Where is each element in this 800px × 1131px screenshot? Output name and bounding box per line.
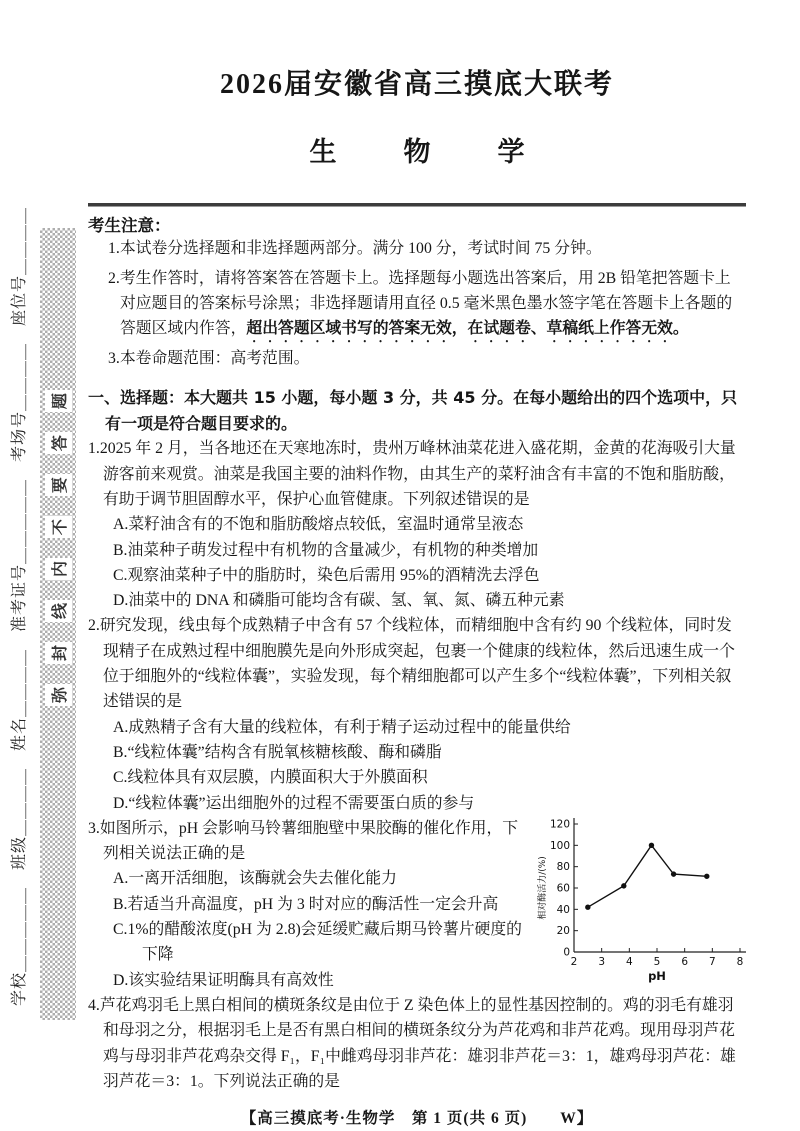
question-2-option-b: B.“线粒体囊”结构含有脱氧核糖核酸、酶和磷脂 (113, 743, 442, 761)
svg-text:pH: pH (648, 968, 666, 983)
svg-text:80: 80 (556, 861, 570, 874)
question-number: 2. (88, 617, 100, 635)
seal-char: 答 (45, 432, 72, 454)
header-divider (88, 203, 746, 207)
enzyme-chart-svg (536, 812, 748, 984)
question-text: 2025 年 2 月，当各地还在天寒地冻时，贵州万峰林油菜花进入盛花期，金黄的花海吸引大量游客前来观赏。油菜是我国主要的油料作物，由其生产的菜籽油含有丰富的不饱和脂肪酸，有助于调节胆固醇水平，保护心血管健康。下列叙述错误的是 (99, 440, 736, 508)
svg-text:40: 40 (556, 903, 570, 916)
question-3-option-a: A.一离开活细胞，该酶就会失去催化能力 (113, 870, 397, 888)
question-number: 3. (88, 819, 100, 837)
svg-text:2: 2 (570, 955, 578, 968)
notice-item-text: 本试卷分选择题和非选择题两部分。满分 100 分，考试时间 75 分钟。 (119, 240, 602, 257)
question-number: 4. (88, 996, 100, 1014)
enzyme-activity-chart (536, 812, 748, 984)
svg-text:4: 4 (625, 955, 633, 968)
question-2 (88, 613, 746, 815)
notice-item-emphasis: 超出答题区域书写的答案无效，在试题卷、草稿纸上作答无效。 (246, 320, 689, 338)
notice-item-number: 2. (108, 270, 120, 287)
question-number: 1. (88, 440, 100, 458)
svg-text:6: 6 (681, 955, 689, 968)
svg-text:8: 8 (736, 955, 744, 968)
svg-text:100: 100 (549, 839, 570, 852)
notice-heading: 考生注意： (88, 216, 171, 235)
question-2-option-d: D.“线粒体囊”运出细胞外的过程不需要蛋白质的参与 (113, 794, 475, 812)
notice-item-number: 3. (108, 350, 120, 368)
question-1-option-a: A.菜籽油含有的不饱和脂肪酸熔点较低，室温时通常呈液态 (113, 516, 524, 534)
question-text: 研究发现，线虫每个成熟精子中含有 57 个线粒体，而精细胞中含有约 90 个线粒体，同时发现精子在成熟过程中细胞膜先是向外形成突起，包裹一个健康的线粒体，然后迅速生成一个位于细胞外的“线粒体囊”，实验发现，每个精细胞都可以产生多个“线粒体囊”，下列相关叙述错误的是 (99, 617, 735, 711)
question-text: 如图所示，pH 会影响马铃薯细胞壁中果胶酶的催化作用，下列相关说法正确的是 (99, 819, 519, 863)
notice-item-2 (88, 266, 746, 346)
question-1-option-b: B.油菜种子萌发过程中有机物的含量减少，有机物的种类增加 (113, 541, 539, 559)
notice-item-number: 1. (108, 240, 120, 257)
seal-char: 线 (45, 600, 72, 622)
svg-text:5: 5 (653, 955, 661, 968)
seal-line-text (45, 390, 72, 706)
page-footer: 【高三摸底考·生物学 第 1 页(共 6 页) W】 (240, 1110, 594, 1128)
svg-text:0: 0 (563, 946, 570, 959)
question-3-option-c: C.1%的醋酸浓度(pH 为 2.8)会延缓贮藏后期马铃薯片硬度的下降 (113, 921, 522, 964)
notice-item-text: 考生作答时，请将答案答在答题卡上。选择题每小题选出答案后，用 2B 铅笔把答题卡上对应题目的答案标号涂黑；非选择题请用直径 0.5 毫米黑色墨水签字笔在答题卡上各题的答题区域内作答， (119, 270, 733, 338)
section-header-choice: 一、选择题：本大题共 15 小题，每小题 3 分，共 45 分。在每小题给出的四个选项中，只有一项是符合题目要求的。 (88, 388, 738, 433)
notice-item-3 (88, 346, 746, 376)
notice-item-1 (88, 236, 746, 266)
paper-subject: 生 物 学 (309, 137, 545, 168)
question-4-stem (88, 993, 746, 1094)
exam-page (88, 56, 746, 1128)
student-info-fields: 学校＿＿＿＿＿ 班级＿＿＿＿ 姓名＿＿＿＿ 准考证号＿＿＿＿＿ 考场号＿＿＿＿ 座位号＿＿＿＿ (11, 206, 28, 1006)
question-2-option-a: A.成熟精子含有大量的线粒体，有利于精子运动过程中的能量供给 (113, 718, 571, 736)
question-3-option-b: B.若适当升高温度，pH 为 3 时对应的酶活性一定会升高 (113, 895, 499, 913)
seal-char: 题 (45, 390, 72, 412)
svg-text:3: 3 (598, 955, 606, 968)
seal-char: 内 (45, 558, 72, 580)
question-2-option-c: C.线粒体具有双层膜，内膜面积大于外膜面积 (113, 769, 428, 787)
svg-text:20: 20 (556, 925, 570, 938)
seal-char: 要 (45, 474, 72, 496)
question-3 (88, 816, 746, 993)
svg-text:相对酶活力/(%): 相对酶活力/(%) (538, 856, 548, 920)
svg-text:7: 7 (708, 955, 716, 968)
question-1 (88, 436, 746, 613)
question-1-option-d: D.油菜中的 DNA 和磷脂可能均含有碳、氢、氧、氮、磷五种元素 (113, 592, 565, 610)
question-3-option-d: D.该实验结果证明酶具有高效性 (113, 971, 334, 989)
question-4 (88, 993, 746, 1094)
question-text: 芦花鸡羽毛上黑白相间的横斑条纹是由位于 Z 染色体上的显性基因控制的。鸡的羽毛有雄羽和母羽之分，根据羽毛上是否有黑白相间的横斑条纹分为芦花鸡和非芦花鸡。现用母羽芦花鸡与母羽非芦花鸡杂交得 F₁，F₁中雌鸡母羽非芦花：雄羽非芦花＝3：1，雄鸡母羽芦花：雄羽芦花＝3：1。下列说法正确的是 (99, 996, 736, 1090)
svg-text:60: 60 (556, 882, 570, 895)
notice-item-text: 本卷命题范围：高考范围。 (119, 350, 310, 368)
question-2-stem (88, 613, 746, 714)
seal-char: 封 (45, 642, 72, 664)
svg-text:120: 120 (549, 818, 570, 831)
seal-char: 不 (45, 516, 72, 538)
seal-char: 弥 (45, 684, 72, 706)
question-1-option-c: C.观察油菜种子中的脂肪时，染色后需用 95%的酒精洗去浮色 (113, 566, 540, 584)
question-1-stem (88, 436, 746, 512)
paper-title: 2026届安徽省高三摸底大联考 (219, 69, 614, 100)
